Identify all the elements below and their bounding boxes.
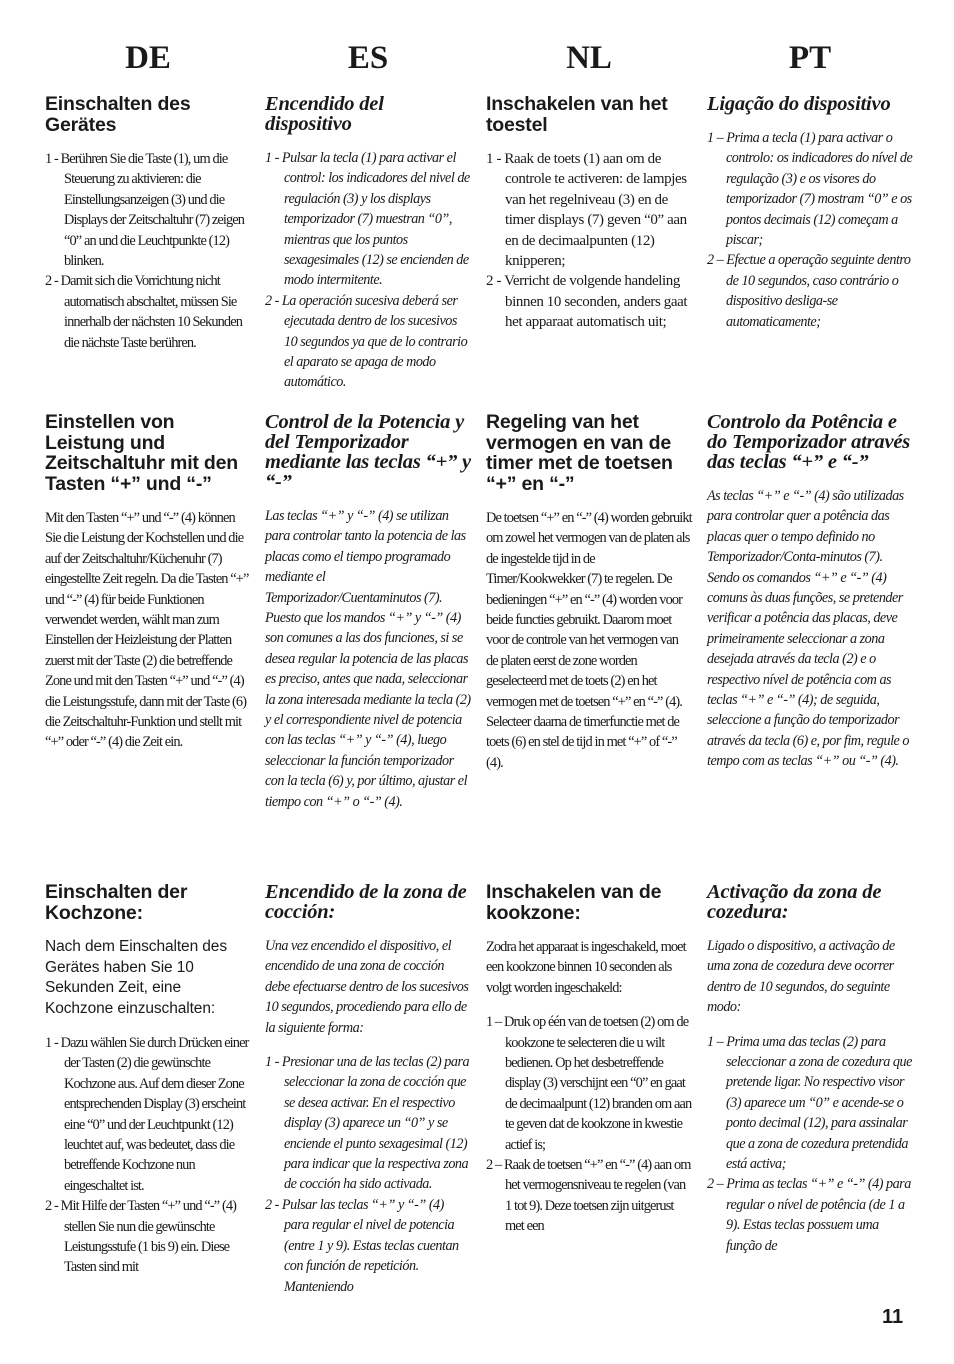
list-item: 2 - La operación sucesiva deberá ser ejecutada dentro de los sucesivos 10 segundos ya que de lo contrario el aparato se apaga de modo automático. — [265, 292, 468, 391]
language-label: DE — [125, 40, 171, 76]
section-heading: Einschalten des Gerätes — [45, 93, 191, 136]
section-heading: Ligação do dispositivo — [707, 93, 891, 115]
section-intro: Zodra het apparaat is ingeschakeld, moet een kookzone binnen 10 seconden als volgt worden ingeschakeld: — [486, 939, 686, 996]
section-paragraph: As teclas “+” e “-” (4) são utilizadas para controlar quer a potência das placas quer o tempo definido no Temporizador/Conta-minutos (7). Sendo os comandos “+” e “-” (4) comuns às duas funções, se pretender verificar a potência das placas, deve primeiramente seleccionar a zona desejada através da tecla (2) e o respectivo nível de potência com as teclas “+” e “-” (4); de seguida, seleccione a função do temporizador através da tecla (6) e, por fim, regule o tempo com as teclas “+” ou “-” (4). — [707, 488, 909, 770]
section-zone-on — [45, 882, 251, 1278]
section-zone-on — [265, 882, 471, 1297]
section-device-on — [486, 94, 692, 333]
section-heading: Inschakelen van de kookzone: — [486, 881, 662, 924]
step-list — [265, 148, 471, 393]
section-device-on — [45, 94, 251, 353]
page-number: 11 — [882, 1306, 904, 1328]
step-list — [486, 1012, 692, 1236]
section-power-timer — [486, 412, 692, 773]
section-device-on — [707, 94, 913, 332]
section-heading: Encendido de la zona de cocción: — [265, 881, 467, 923]
section-heading: Einschalten der Kochzone: — [45, 881, 188, 924]
list-item: 2 – Efectue a operação seguinte dentro de 10 segundos, caso contrário o dispositivo desliga-se automaticamente; — [707, 252, 911, 330]
step-list — [265, 1052, 471, 1297]
column-pt — [707, 38, 913, 1254]
list-item: 1 – Prima uma das teclas (2) para seleccionar a zona de cozedura que pretende ligar. No respectivo visor (3) aparece um “0” e acende-se o ponto decimal (12), para assinalar que a zona de cozedura pretendida está activa; — [707, 1033, 912, 1173]
language-label: NL — [566, 40, 612, 76]
step-list — [45, 1033, 251, 1278]
section-heading: Encendido del dispositivo — [265, 93, 384, 135]
section-power-timer — [707, 412, 913, 772]
section-intro: Ligado o dispositivo, a activação de uma zona de cozedura deve ocorrer dentro de 10 segundos, do seguinte modo: — [707, 938, 895, 1016]
section-heading: Activação da zona de cozedura: — [707, 881, 882, 923]
section-paragraph: De toetsen “+” en “-” (4) worden gebruikt om zowel het vermogen van de platen als de ingestelde tijd in de Timer/Kookwekker (7) te regelen. De bedieningen “+” en “-” (4) worden voor beide functies gebruikt. Daarom moet voor de controle van het vermogen van de platen eerst de zone worden geselecteerd met de toets (2) en het vermogen met de toetsen “+” en “-” (4). Selecteer daarna de timerfunctie met de toets (6) en stel de tijd in met “+” of “-” (4). — [486, 510, 692, 771]
section-power-timer — [45, 412, 251, 753]
section-zone-on — [486, 882, 692, 1237]
list-item: 2 - Mit Hilfe der Tasten “+” und “-” (4) stellen Sie nun die gewünschte Leistungsstufe (1 bis 9) ein. Diese Tasten sind mit — [45, 1198, 237, 1276]
list-item: 2 - Damit sich die Vorrichtung nicht automatisch abschaltet, müssen Sie innerhalb der nächsten 10 Sekunden die nächste Taste berühren. — [45, 273, 243, 351]
language-label: PT — [788, 40, 832, 76]
list-item: 1 - Berühren Sie die Taste (1), um die Steuerung zu aktivieren: die Einstellungsanzeigen (3) und die Displays der Zeitschaltuhr (7) zeigen “0” an und die Leuchtpunkte (12) blinken. — [45, 151, 245, 270]
language-label: ES — [347, 40, 389, 76]
list-item: 2 - Pulsar las teclas “+” y “-” (4) para regular el nivel de potencia (entre 1 y 9). Estas teclas cuentan con función de repetición. Manteniendo — [265, 1196, 459, 1295]
section-paragraph: Las teclas “+” y “-” (4) se utilizan para controlar tanto la potencia de las placas como el tiempo programado mediante el Temporizador/Cuentaminutos (7). Puesto que los mandos “+” y “-” (4) son comunes a las dos funciones, si se desea regular la potencia de las placas es preciso, antes que nada, seleccionar la zona interesada mediante la tecla (2) y el correspondiente nivel de potencia con las teclas “+” y “-” (4), luego seleccionar la función temporizador con la tecla (6) y, por último, ajustar el tiempo con “+” o “-” (4). — [265, 508, 471, 810]
section-paragraph: Mit den Tasten “+” und “-” (4) können Sie die Leistung der Kochstellen und die auf der Zeitschaltuhr/Küchenuhr (7) eingestellte Zeit regeln. Da die Tasten “+” und “-” (4) für beide Funktionen verwendet werden, wählt man zum Einstellen der Heizleistung der Platten zuerst mit der Taste (2) die betreffende Zone und mit den Tasten “+” und “-” (4) die Leistungsstufe, dann mit der Taste (6) die Zeitschaltuhr-Funktion und stellt mit “+” oder “-” (4) die Zeit ein. — [45, 510, 249, 751]
list-item: 1 - Pulsar la tecla (1) para activar el control: los indicadores del nivel de regulación (3) y los displays temporizador (7) muestran “0”, mientras que los puntos sexagesimales (12) se encienden de modo intermitente. — [265, 150, 470, 289]
list-item: 2 - Verricht de volgende handeling binnen 10 seconden, anders gaat het apparaat automatisch uit; — [486, 273, 688, 331]
step-list — [707, 128, 913, 332]
step-list — [707, 1032, 913, 1256]
column-de — [45, 38, 251, 1276]
list-item: 1 - Dazu wählen Sie durch Drücken einer der Tasten (2) die gewünschte Kochzone aus. Auf dem dieser Zone entsprechenden Display (3) erscheint eine “0” und der Leuchtpunkt (12) leuchtet auf, was bedeutet, dass die betreffende Kochzone nun eingeschaltet ist. — [45, 1035, 249, 1194]
section-intro: Nach dem Einschalten des Gerätes haben Sie 10 Sekunden Zeit, eine Kochzone einzuschalten: — [45, 938, 227, 1017]
list-item: 2 – Prima as teclas “+” e “-” (4) para regular o nível de potência (de 1 a 9). Estas teclas possuem uma função de — [707, 1176, 911, 1254]
section-power-timer — [265, 412, 471, 812]
list-item: 1 – Druk op één van de toetsen (2) om de kookzone te selecteren die u wilt bedienen. Op het desbetreffende display (3) verschijnt een “0” en gaat de decimaalpunt (12) branden om aan te geven dat de kookzone in kwestie actief is; — [486, 1014, 692, 1153]
column-nl — [486, 38, 692, 1235]
section-heading: Inschakelen van het toestel — [486, 93, 668, 136]
section-intro: Una vez encendido el dispositivo, el encendido de una zona de cocción debe efectuarse dentro de los sucesivos 10 segundos, procediendo para ello de la siguiente forma: — [265, 938, 469, 1036]
step-list — [45, 149, 251, 353]
section-heading: Control de la Potencia y del Temporizador mediante las teclas “+” y “-” — [265, 411, 471, 493]
section-device-on — [265, 94, 471, 393]
section-zone-on — [707, 882, 913, 1256]
list-item: 2 – Raak de toetsen “+” en “-” (4) aan om het vermogensniveau te regelen (van 1 tot 9). Deze toetsen zijn uitgerust met een — [486, 1157, 691, 1235]
section-heading: Einstellen von Leistung und Zeitschaltuhr mit den Tasten “+” und “-” — [45, 411, 238, 495]
section-heading: Regeling van het vermogen en van de timer met de toetsen “+” en “-” — [486, 411, 673, 495]
section-heading: Controlo da Potência e do Temporizador através das teclas “+” e “-” — [707, 411, 911, 473]
step-list — [486, 149, 692, 333]
list-item: 1 – Prima a tecla (1) para activar o controlo: os indicadores do nível de regulação (3) e os visores do temporizador (7) mostram “0” e os pontos decimais (12) começam a piscar; — [707, 130, 913, 249]
list-item: 1 - Presionar una de las teclas (2) para seleccionar la zona de cocción que se desea activar. En el respectivo display (3) aparece un “0” y se enciende el punto sexagesimal (12) para indicar que la respectiva zona de cocción ha sido activada. — [265, 1054, 470, 1193]
column-es — [265, 38, 471, 1295]
list-item: 1 - Raak de toets (1) aan om de controle te activeren: de lampjes van het regelniveau (3) en de timer displays (7) geven “0” aan en de decimaalpunten (12) knipperen; — [486, 151, 687, 270]
